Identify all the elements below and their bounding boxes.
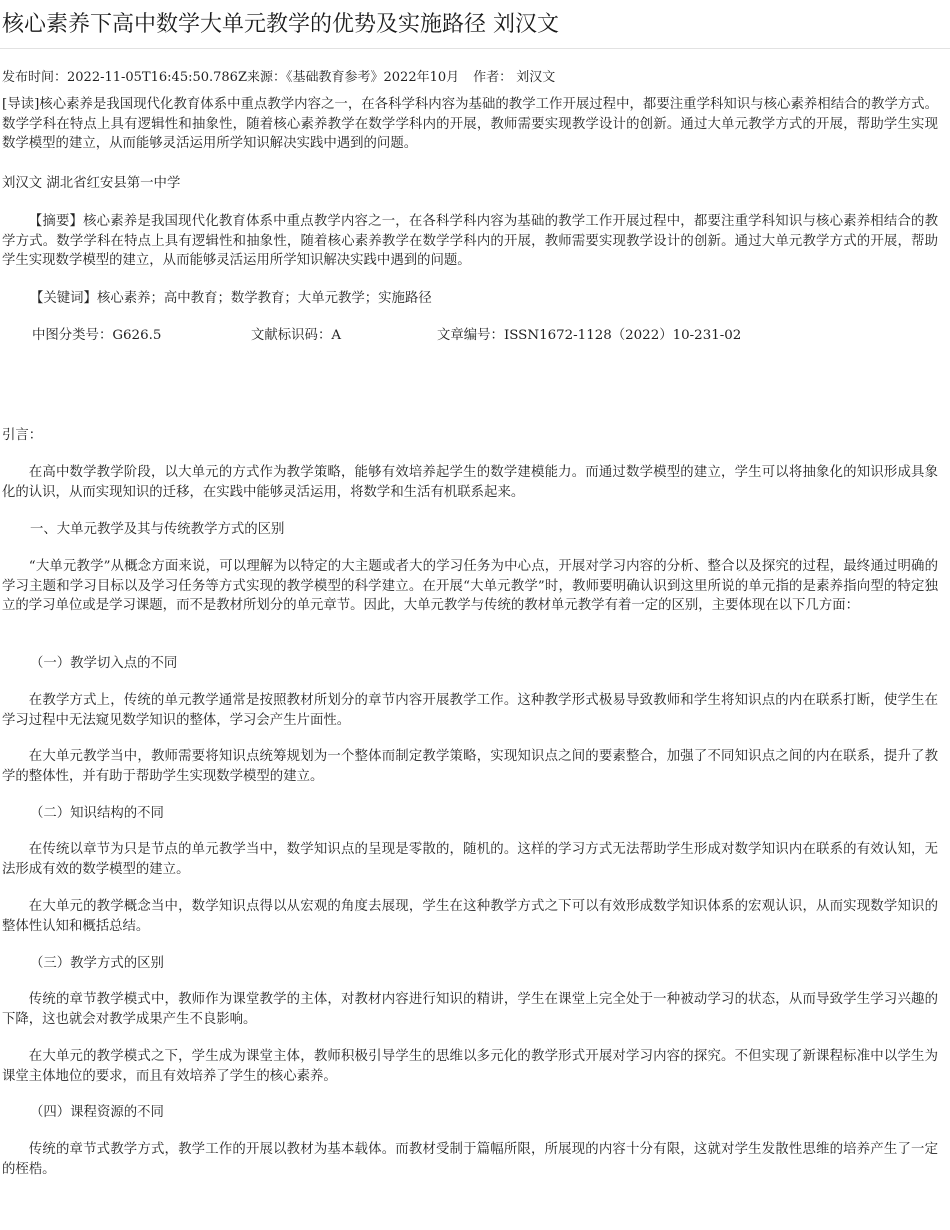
section-heading: 一、大单元教学及其与传统教学方式的区别 bbox=[30, 522, 285, 537]
clc-number: 中图分类号：G626.5 bbox=[32, 328, 162, 343]
article-title: 核心素养下高中数学大单元教学的优势及实施路径 刘汉文 bbox=[2, 12, 559, 37]
subsection-heading: （三）教学方式的区别 bbox=[30, 956, 164, 971]
article-number: 文章编号：ISSN1672-1128（2022）10-231-02 bbox=[437, 328, 742, 343]
body-paragraph: 传统的章节教学模式中，教师作为课堂教学的主体，对教材内容进行知识的精讲，学生在课堂上完全处于一种被动学习的状态，从而导致学生学习兴趣的下降，这也就会对教学成果产生不良影响。 bbox=[2, 992, 938, 1027]
intro-heading: 引言： bbox=[2, 428, 43, 443]
subsection-heading: （一）教学切入点的不同 bbox=[30, 656, 178, 671]
document-code: 文献标识码：A bbox=[251, 328, 342, 343]
subsection-heading: （二）知识结构的不同 bbox=[30, 806, 164, 821]
author: 作者： 刘汉文 bbox=[473, 70, 556, 85]
lead-paragraph: [导读]核心素养是我国现代化教育体系中重点教学内容之一，在各科学科内容为基础的教学工作开展过程中，都要注重学科知识与核心素养相结合的教学方式。数学学科在特点上具有逻辑性和抽象性，随着核心素养教学在数学学科内的开展，教师需要实现教学设计的创新。通过大单元教学方式的开展，帮助学生实现数学模型的建立，从而能够灵活运用所学知识解决实践中遇到的问题。 bbox=[2, 97, 938, 151]
body-paragraph: “大单元教学”从概念方面来说，可以理解为以特定的大主题或者大的学习任务为中心点，开展对学习内容的分析、整合以及探究的过程，最终通过明确的学习主题和学习目标以及学习任务等方式实现的教学模型的科学建立。在开展“大单元教学”时，教师要明确认识到这里所说的单元指的是素养指向型的特定独立的学习单位或是学习课题，而不是教材所划分的单元章节。因此，大单元教学与传统的教材单元教学有着一定的区别，主要体现在以下几方面： bbox=[2, 559, 938, 613]
body-paragraph: 传统的章节式教学方式，教学工作的开展以教材为基本载体。而教材受制于篇幅所限，所展现的内容十分有限，这就对学生发散性思维的培养产生了一定的桎梏。 bbox=[2, 1142, 938, 1177]
abstract-paragraph: 【摘要】核心素养是我国现代化教育体系中重点教学内容之一，在各科学科内容为基础的教学工作开展过程中，都要注重学科知识与核心素养相结合的教学方式。数学学科在特点上具有逻辑性和抽象性，随着核心素养教学在数学学科内的开展，教师需要实现教学设计的创新。通过大单元教学方式的开展，帮助学生实现数学模型的建立，从而能够灵活运用所学知识解决实践中遇到的问题。 bbox=[2, 214, 938, 268]
body-paragraph: 在大单元的教学模式之下，学生成为课堂主体，教师积极引导学生的思维以多元化的教学形式开展对学习内容的探究。不但实现了新课程标准中以学生为课堂主体地位的要求，而且有效培养了学生的核心素养。 bbox=[2, 1049, 938, 1084]
article-meta bbox=[2, 69, 555, 87]
body-paragraph: 在大单元教学当中，教师需要将知识点统筹规划为一个整体而制定教学策略，实现知识点之间的要素整合，加强了不同知识点之间的内在联系，提升了教学的整体性，并有助于帮助学生实现数学模型的建立。 bbox=[2, 749, 938, 784]
subsection-heading: （四）课程资源的不同 bbox=[30, 1105, 164, 1120]
body-paragraph: 在教学方式上，传统的单元教学通常是按照教材所划分的章节内容开展教学工作。这种教学形式极易导致教师和学生将知识点的内在联系打断，使学生在学习过程中无法窥见数学知识的整体，学习会产生片面性。 bbox=[2, 693, 938, 728]
body-paragraph: 在大单元的教学概念当中，数学知识点得以从宏观的角度去展现，学生在这种教学方式之下可以有效形成数学知识体系的宏观认识，从而实现数学知识的整体性认知和概括总结。 bbox=[2, 899, 938, 934]
keywords: 【关键词】核心素养；高中教育；数学教育；大单元教学；实施路径 bbox=[30, 291, 432, 306]
title-divider bbox=[0, 48, 950, 49]
body-paragraph: 在传统以章节为只是节点的单元教学当中，数学知识点的呈现是零散的，随机的。这样的学习方式无法帮助学生形成对数学知识内在联系的有效认知，无法形成有效的数学模型的建立。 bbox=[2, 842, 938, 877]
intro-paragraph: 在高中数学教学阶段，以大单元的方式作为教学策略，能够有效培养起学生的数学建模能力。而通过数学模型的建立，学生可以将抽象化的知识形成具象化的认识，从而实现知识的迁移，在实践中能够灵活运用，将数学和生活有机联系起来。 bbox=[2, 465, 938, 500]
author-affiliation: 刘汉文 湖北省红安县第一中学 bbox=[2, 176, 181, 191]
source: 来源：《基础教育参考》2022年10月 bbox=[247, 70, 460, 85]
publish-time: 发布时间：2022-11-05T16:45:50.786Z bbox=[2, 70, 247, 85]
